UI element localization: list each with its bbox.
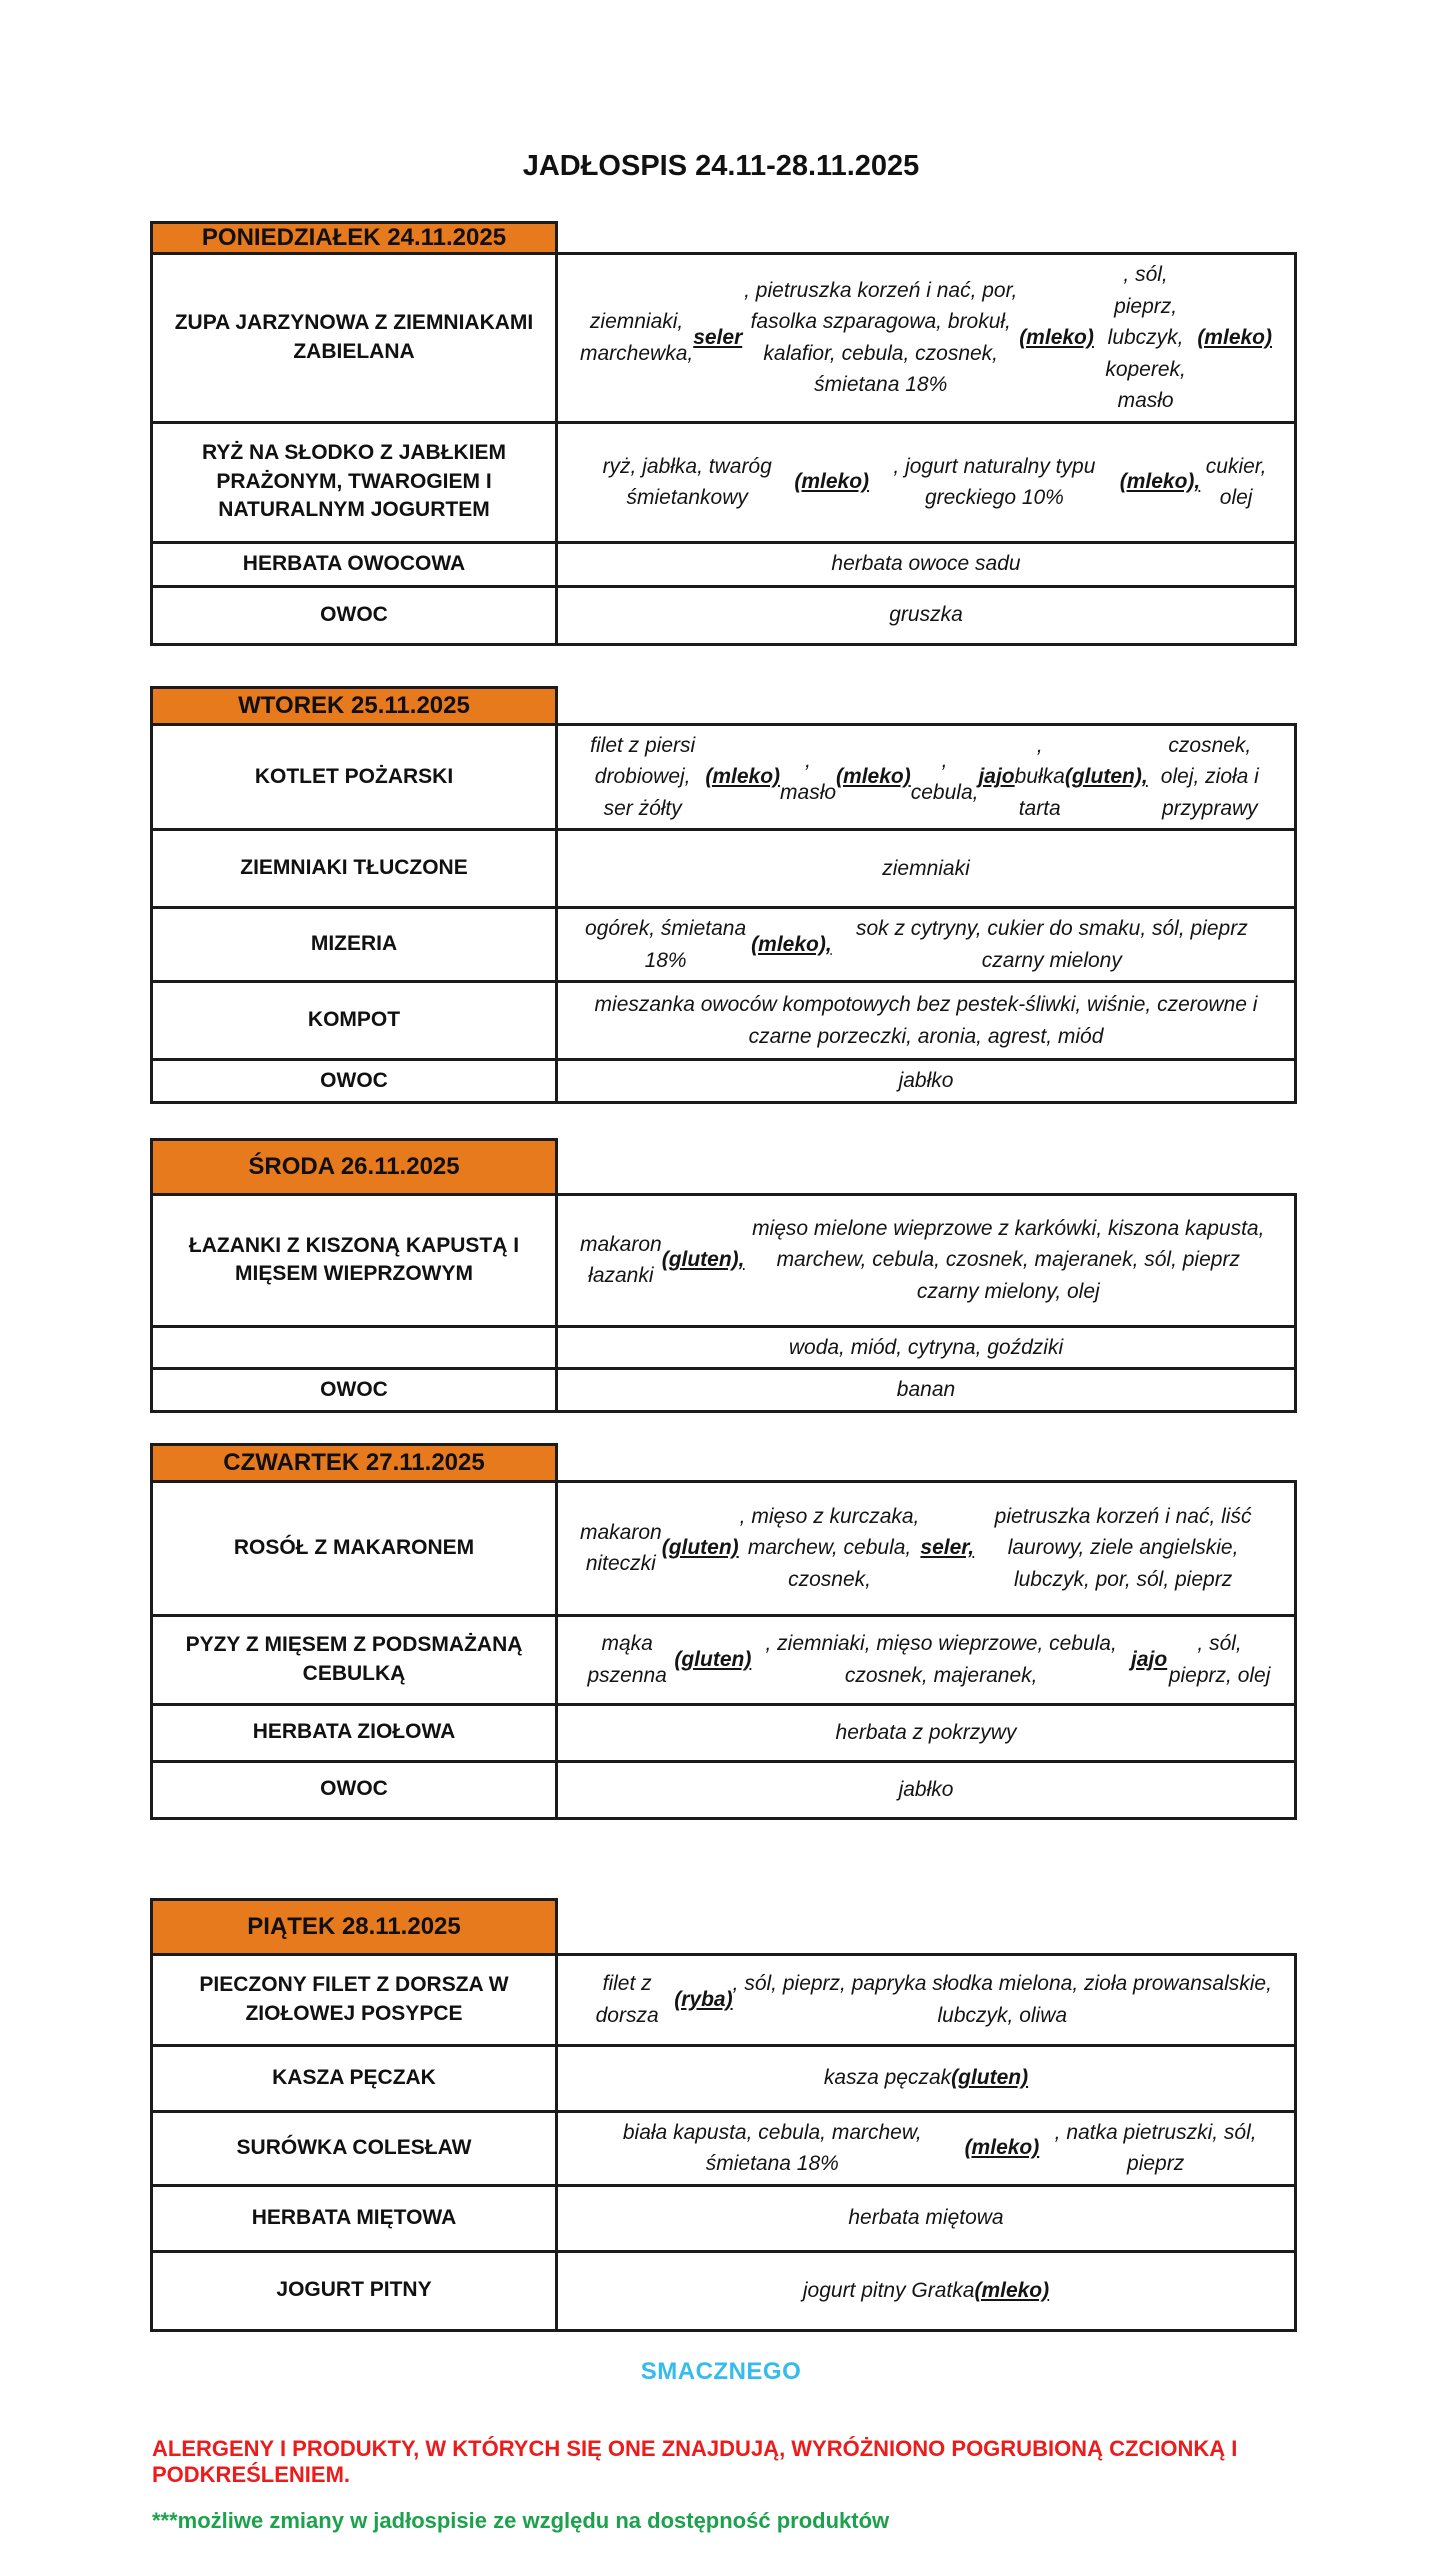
day-section-wednesday bbox=[150, 1138, 1297, 1413]
allergen-highlight: (mleko) bbox=[1197, 326, 1272, 349]
dish-cell: KASZA PĘCZAK bbox=[153, 2047, 558, 2110]
allergen-highlight: (gluten) bbox=[951, 2066, 1029, 2090]
table-row bbox=[153, 1058, 1294, 1101]
day-header: WTOREK 25.11.2025 bbox=[150, 686, 558, 726]
table-row bbox=[153, 2250, 1294, 2329]
ingredients-cell: jabłko bbox=[898, 1069, 954, 1092]
ingredients-cell: ogórek, śmietana 18% (mleko), sok z cytryny, cukier do smaku, sól, pieprz czarny mielony bbox=[585, 917, 1248, 972]
table-row bbox=[153, 2044, 1294, 2110]
table-row bbox=[153, 828, 1294, 906]
table-row bbox=[153, 980, 1294, 1058]
allergen-highlight: (mleko) bbox=[836, 765, 911, 788]
table-row bbox=[153, 1367, 1294, 1410]
dish-cell: MIZERIA bbox=[153, 909, 558, 980]
table-row bbox=[153, 255, 1294, 421]
allergen-highlight: (gluten) bbox=[661, 1536, 739, 1560]
day-table bbox=[150, 1193, 1297, 1413]
table-row bbox=[153, 1760, 1294, 1817]
day-header: PIĄTEK 28.11.2025 bbox=[150, 1898, 558, 1956]
allergen-highlight: (gluten), bbox=[1064, 765, 1148, 788]
allergen-highlight: (gluten) bbox=[674, 1647, 752, 1671]
table-row bbox=[153, 2110, 1294, 2184]
allergen-highlight: (mleko) bbox=[794, 470, 870, 494]
dish-cell: OWOC bbox=[153, 1763, 558, 1817]
dish-cell: KOMPOT bbox=[153, 983, 558, 1058]
table-row bbox=[153, 1614, 1294, 1703]
allergen-highlight: (mleko) bbox=[1019, 326, 1094, 349]
dish-cell: SURÓWKA COLESŁAW bbox=[153, 2113, 558, 2184]
ingredients-cell: jogurt pitny Gratka (mleko) bbox=[558, 2253, 1294, 2329]
ingredients-cell: herbata z pokrzywy bbox=[835, 1720, 1017, 1744]
dish-cell: KOTLET POŻARSKI bbox=[153, 726, 558, 829]
allergen-note: ALERGENY I PRODUKTY, W KTÓRYCH SIĘ ONE ZNAJDUJĄ, WYRÓŻNIONO POGRUBIONĄ CZCIONKĄ I PODKREŚLENIEM. bbox=[152, 2435, 1238, 2487]
dish-cell: OWOC bbox=[153, 1370, 558, 1410]
ingredients-cell: makaron niteczki (gluten) , mięso z kurczaka, marchew, cebula, czosnek, seler, pietruszka korzeń i nać, liść laurowy, ziele angielskie, lubczyk, por, sól, pieprz bbox=[580, 1504, 1252, 1591]
day-section-friday bbox=[150, 1898, 1297, 2332]
ingredients-cell: woda, miód, cytryna, goździki bbox=[788, 1335, 1064, 1359]
dish-cell: ŁAZANKI Z KISZONĄ KAPUSTĄ I MIĘSEM WIEPRZOWYM bbox=[153, 1196, 558, 1325]
table-row bbox=[153, 1703, 1294, 1760]
allergen-highlight: jajo bbox=[1131, 1647, 1168, 1671]
allergen-highlight: jajo bbox=[978, 765, 1015, 788]
dish-cell: JOGURT PITNY bbox=[153, 2253, 558, 2329]
table-row bbox=[153, 1956, 1294, 2044]
ingredients-cell: makaron łazanki (gluten), mięso mielone wieprzowe z karkówki, kiszona kapusta, marchew, cebula, czosnek, majeranek, sól, pieprz czarny mielony, olej bbox=[580, 1216, 1265, 1303]
table-row bbox=[153, 1196, 1294, 1325]
allergen-highlight: (mleko) bbox=[964, 2136, 1040, 2160]
bon-appetit-text: SMACZNEGO bbox=[640, 2357, 802, 2385]
ingredients-cell: filet z piersi drobiowej, ser żółty (mleko) , masło (mleko) , cebula, jajo , bułka tarta (gluten), czosnek, olej, zioła i przyprawy bbox=[590, 733, 1259, 820]
allergen-highlight: (mleko), bbox=[751, 932, 832, 956]
allergen-highlight: (mleko), bbox=[1119, 470, 1201, 494]
menu-content bbox=[150, 221, 1297, 2332]
table-row bbox=[153, 585, 1294, 643]
table-row bbox=[153, 2184, 1294, 2250]
change-note: ***możliwe zmiany w jadłospisie ze względu na dostępność produktów bbox=[152, 2507, 890, 2533]
footer-notes bbox=[0, 2358, 1442, 2534]
ingredients-cell: mąka pszenna (gluten) , ziemniaki, mięso wieprzowe, cebula, czosnek, majeranek, jajo , sól, pieprz, olej bbox=[587, 1632, 1271, 1687]
allergen-highlight: (gluten), bbox=[661, 1248, 745, 1272]
ingredients-cell: ziemniaki bbox=[882, 856, 970, 880]
dish-cell: OWOC bbox=[153, 1061, 558, 1101]
table-row bbox=[153, 1325, 1294, 1368]
table-row bbox=[153, 726, 1294, 829]
dish-cell: HERBATA MIĘTOWA bbox=[153, 2187, 558, 2250]
ingredients-cell: herbata owoce sadu bbox=[831, 552, 1021, 576]
allergen-highlight: (mleko) bbox=[705, 765, 781, 788]
allergen-highlight: seler bbox=[693, 326, 743, 349]
dish-cell: PYZY Z MIĘSEM Z PODSMAŻANĄ CEBULKĄ bbox=[153, 1617, 558, 1703]
ingredients-cell: biała kapusta, cebula, marchew, śmietana 18% (mleko) , natka pietruszki, sól, pieprz bbox=[622, 2120, 1257, 2175]
day-table bbox=[150, 1953, 1297, 2332]
day-section-monday bbox=[150, 221, 1297, 646]
allergen-highlight: (ryba) bbox=[674, 1987, 733, 2011]
dish-cell-empty bbox=[153, 1328, 558, 1368]
day-table bbox=[150, 723, 1297, 1104]
ingredients-cell: ryż, jabłka, twaróg śmietankowy (mleko) , jogurt naturalny typu greckiego 10% (mleko), cukier, olej bbox=[602, 454, 1267, 509]
ingredients-cell: jabłko bbox=[898, 1777, 954, 1801]
dish-cell: HERBATA OWOCOWA bbox=[153, 544, 558, 585]
day-section-thursday bbox=[150, 1443, 1297, 1820]
table-row bbox=[153, 541, 1294, 585]
dish-cell: RYŻ NA SŁODKO Z JABŁKIEM PRAŻONYM, TWAROGIEM I NATURALNYM JOGURTEM bbox=[153, 424, 558, 541]
day-table bbox=[150, 252, 1297, 646]
day-header: CZWARTEK 27.11.2025 bbox=[150, 1443, 558, 1483]
menu-title: JADŁOSPIS 24.11-28.11.2025 bbox=[522, 150, 920, 182]
table-row bbox=[153, 1483, 1294, 1614]
day-section-tuesday bbox=[150, 686, 1297, 1104]
dish-cell: ZIEMNIAKI TŁUCZONE bbox=[153, 831, 558, 906]
ingredients-cell: banan bbox=[896, 1378, 956, 1401]
ingredients-cell: kasza pęczak (gluten) bbox=[558, 2047, 1294, 2110]
dish-cell: ZUPA JARZYNOWA Z ZIEMNIAKAMI ZABIELANA bbox=[153, 255, 558, 421]
dish-cell: OWOC bbox=[153, 588, 558, 643]
allergen-highlight: (mleko) bbox=[974, 2278, 1050, 2302]
ingredients-cell: gruszka bbox=[889, 603, 963, 627]
dish-cell: ROSÓŁ Z MAKARONEM bbox=[153, 1483, 558, 1614]
table-row bbox=[153, 421, 1294, 541]
day-table bbox=[150, 1480, 1297, 1820]
day-header: ŚRODA 26.11.2025 bbox=[150, 1138, 558, 1196]
ingredients-cell: mieszanka owoców kompotowych bez pestek-śliwki, wiśnie, czerowne i czarne porzeczki, aronia, agrest, miód bbox=[594, 993, 1258, 1048]
allergen-highlight: seler, bbox=[920, 1536, 975, 1560]
table-row bbox=[153, 906, 1294, 980]
ingredients-cell: filet z dorsza (ryba) , sól, pieprz, papryka słodka mielona, zioła prowansalskie, lubczyk, oliwa bbox=[595, 1972, 1272, 2027]
ingredients-cell: herbata miętowa bbox=[848, 2206, 1004, 2230]
ingredients-cell: ziemniaki, marchewka, seler , pietruszka korzeń i nać, por, fasolka szparagowa, brokuł, kalafior, cebula, czosnek, śmietana 18% (mleko) , sól, pieprz, lubczyk, koperek, masło (mleko) bbox=[580, 263, 1272, 412]
day-header: PONIEDZIAŁEK 24.11.2025 bbox=[150, 221, 558, 255]
dish-cell: HERBATA ZIOŁOWA bbox=[153, 1706, 558, 1760]
dish-cell: PIECZONY FILET Z DORSZA W ZIOŁOWEJ POSYPCE bbox=[153, 1956, 558, 2044]
